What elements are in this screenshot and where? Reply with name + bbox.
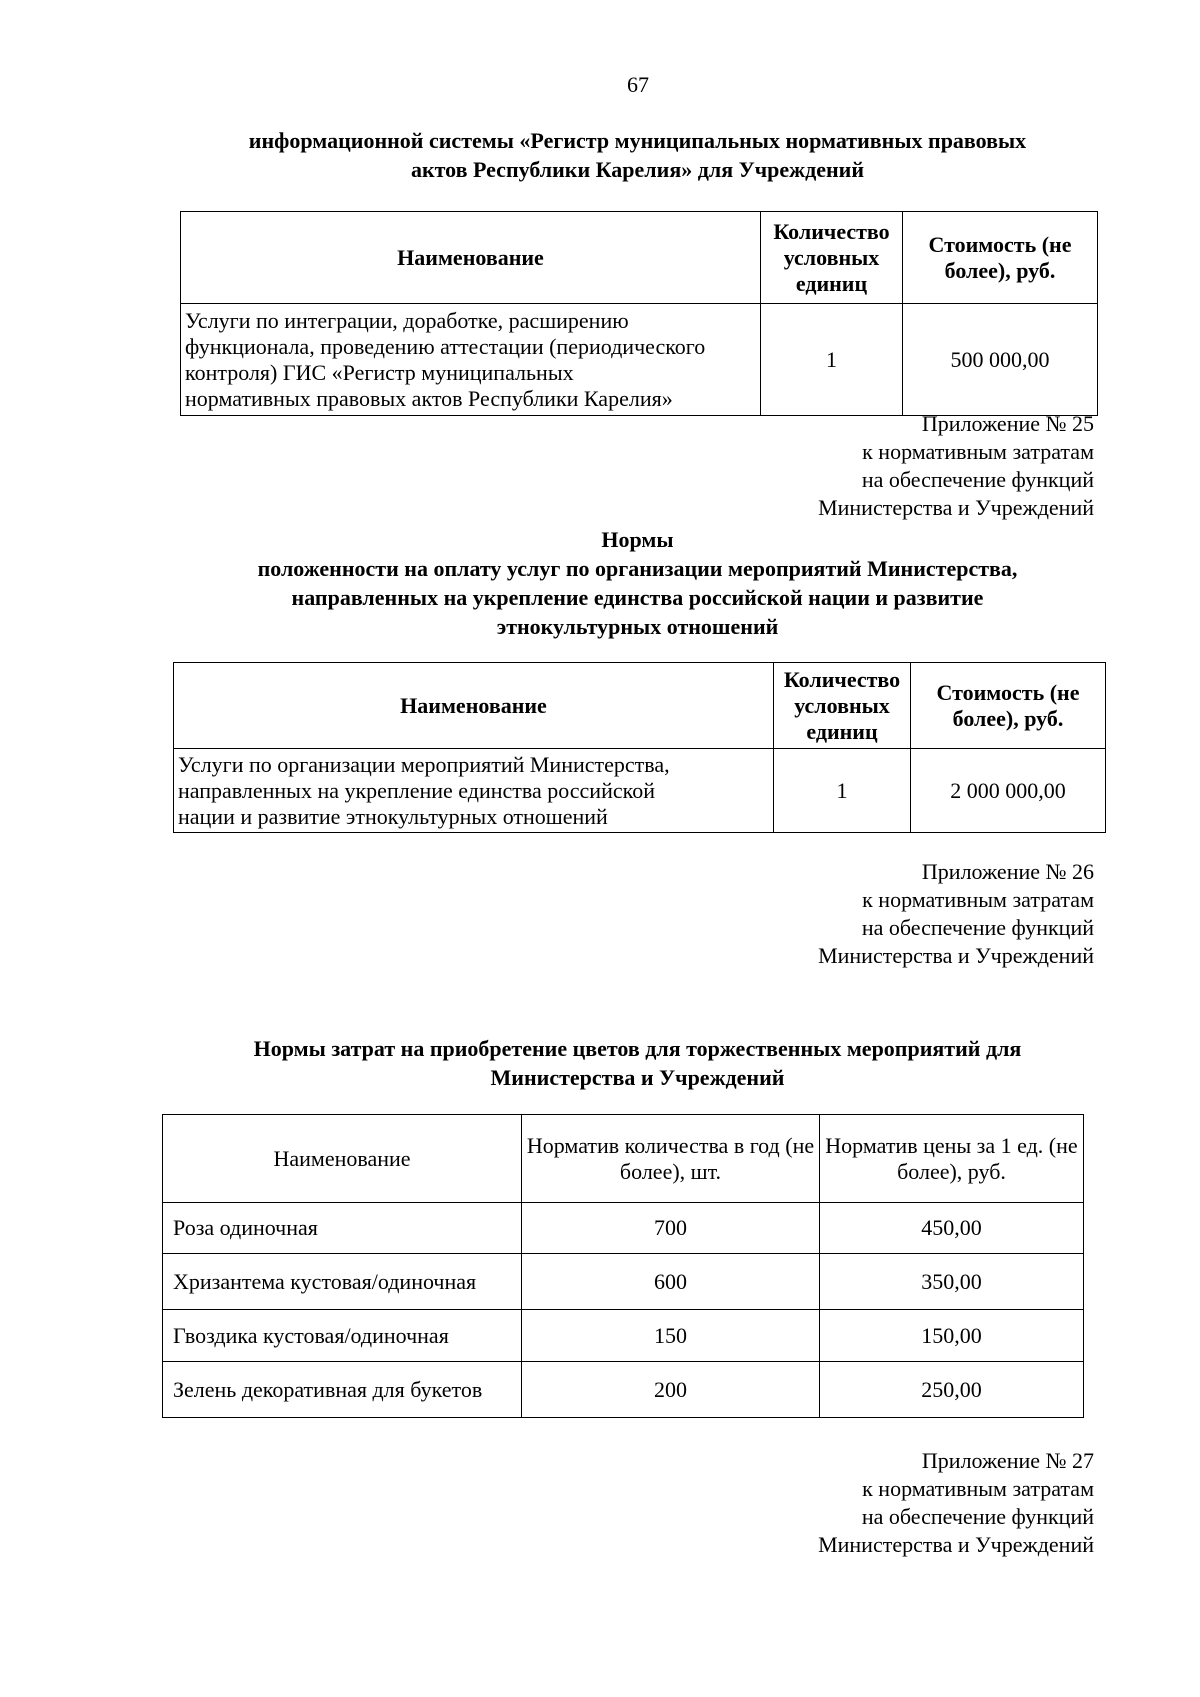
section-heading	[160, 525, 1115, 641]
appendix-note: Приложение № 27 к нормативным затратам на обеспечение функций Министерства и Учреждений	[818, 1448, 1094, 1557]
row-name: Гвоздика кустовая/одиночная	[163, 1310, 522, 1362]
header-qty: Количество условных единиц	[761, 212, 903, 304]
row-price: 250,00	[820, 1362, 1084, 1418]
flowers-table	[162, 1114, 1084, 1418]
header-name: Наименование	[163, 1115, 522, 1203]
row-price: 450,00	[820, 1203, 1084, 1254]
header-qty: Норматив количества в год (не более), шт.	[522, 1115, 820, 1203]
row-name: Зелень декоративная для букетов	[163, 1362, 522, 1418]
row-name: Хризантема кустовая/одиночная	[163, 1254, 522, 1310]
row-qty: 200	[522, 1362, 820, 1418]
heading-line: этнокультурных отношений	[496, 614, 779, 639]
heading-line: информационной системы «Регистр муниципальных нормативных правовых	[248, 128, 1027, 153]
heading-line: Нормы	[601, 527, 674, 552]
table-header-row	[181, 212, 1098, 304]
registry-services-table	[180, 211, 1098, 416]
events-services-table	[173, 662, 1106, 833]
header-cost: Стоимость (не более), руб.	[911, 663, 1106, 749]
row-qty: 1	[774, 749, 911, 833]
appendix-note: Приложение № 25 к нормативным затратам на обеспечение функций Министерства и Учреждений	[818, 411, 1094, 520]
table-header-row	[163, 1115, 1084, 1203]
row-cost: 2 000 000,00	[911, 749, 1106, 833]
row-qty: 150	[522, 1310, 820, 1362]
header-qty: Количество условных единиц	[774, 663, 911, 749]
table-row	[163, 1310, 1084, 1362]
section-heading	[160, 126, 1115, 184]
header-price: Норматив цены за 1 ед. (не более), руб.	[820, 1115, 1084, 1203]
page-number: 67	[627, 72, 649, 97]
table-row	[163, 1362, 1084, 1418]
header-cost: Стоимость (не более), руб.	[903, 212, 1098, 304]
row-cost: 500 000,00	[903, 304, 1098, 416]
table-header-row	[174, 663, 1106, 749]
row-qty: 600	[522, 1254, 820, 1310]
table-row	[163, 1254, 1084, 1310]
heading-line: Нормы затрат на приобретение цветов для торжественных мероприятий для	[253, 1036, 1022, 1061]
header-name: Наименование	[174, 663, 774, 749]
appendix-note: Приложение № 26 к нормативным затратам на обеспечение функций Министерства и Учреждений	[818, 859, 1094, 968]
row-qty: 1	[761, 304, 903, 416]
row-name: Роза одиночная	[163, 1203, 522, 1254]
row-price: 350,00	[820, 1254, 1084, 1310]
table-row	[163, 1203, 1084, 1254]
table-row	[174, 749, 1106, 833]
row-price: 150,00	[820, 1310, 1084, 1362]
section-heading	[160, 1034, 1115, 1092]
row-name: Услуги по интеграции, доработке, расширению функционала, проведению аттестации (периодического контроля) ГИС «Регистр муниципальных нормативных правовых актов Республики Карелия»	[181, 304, 761, 416]
row-name: Услуги по организации мероприятий Министерства, направленных на укрепление единства российской нации и развитие этнокультурных отношений	[174, 749, 774, 833]
heading-line: Министерства и Учреждений	[490, 1065, 785, 1090]
heading-line: направленных на укрепление единства российской нации и развитие	[291, 585, 984, 610]
header-name: Наименование	[181, 212, 761, 304]
heading-line: положенности на оплату услуг по организации мероприятий Министерства,	[257, 556, 1018, 581]
table-row	[181, 304, 1098, 416]
heading-line: актов Республики Карелия» для Учреждений	[410, 157, 865, 182]
row-qty: 700	[522, 1203, 820, 1254]
